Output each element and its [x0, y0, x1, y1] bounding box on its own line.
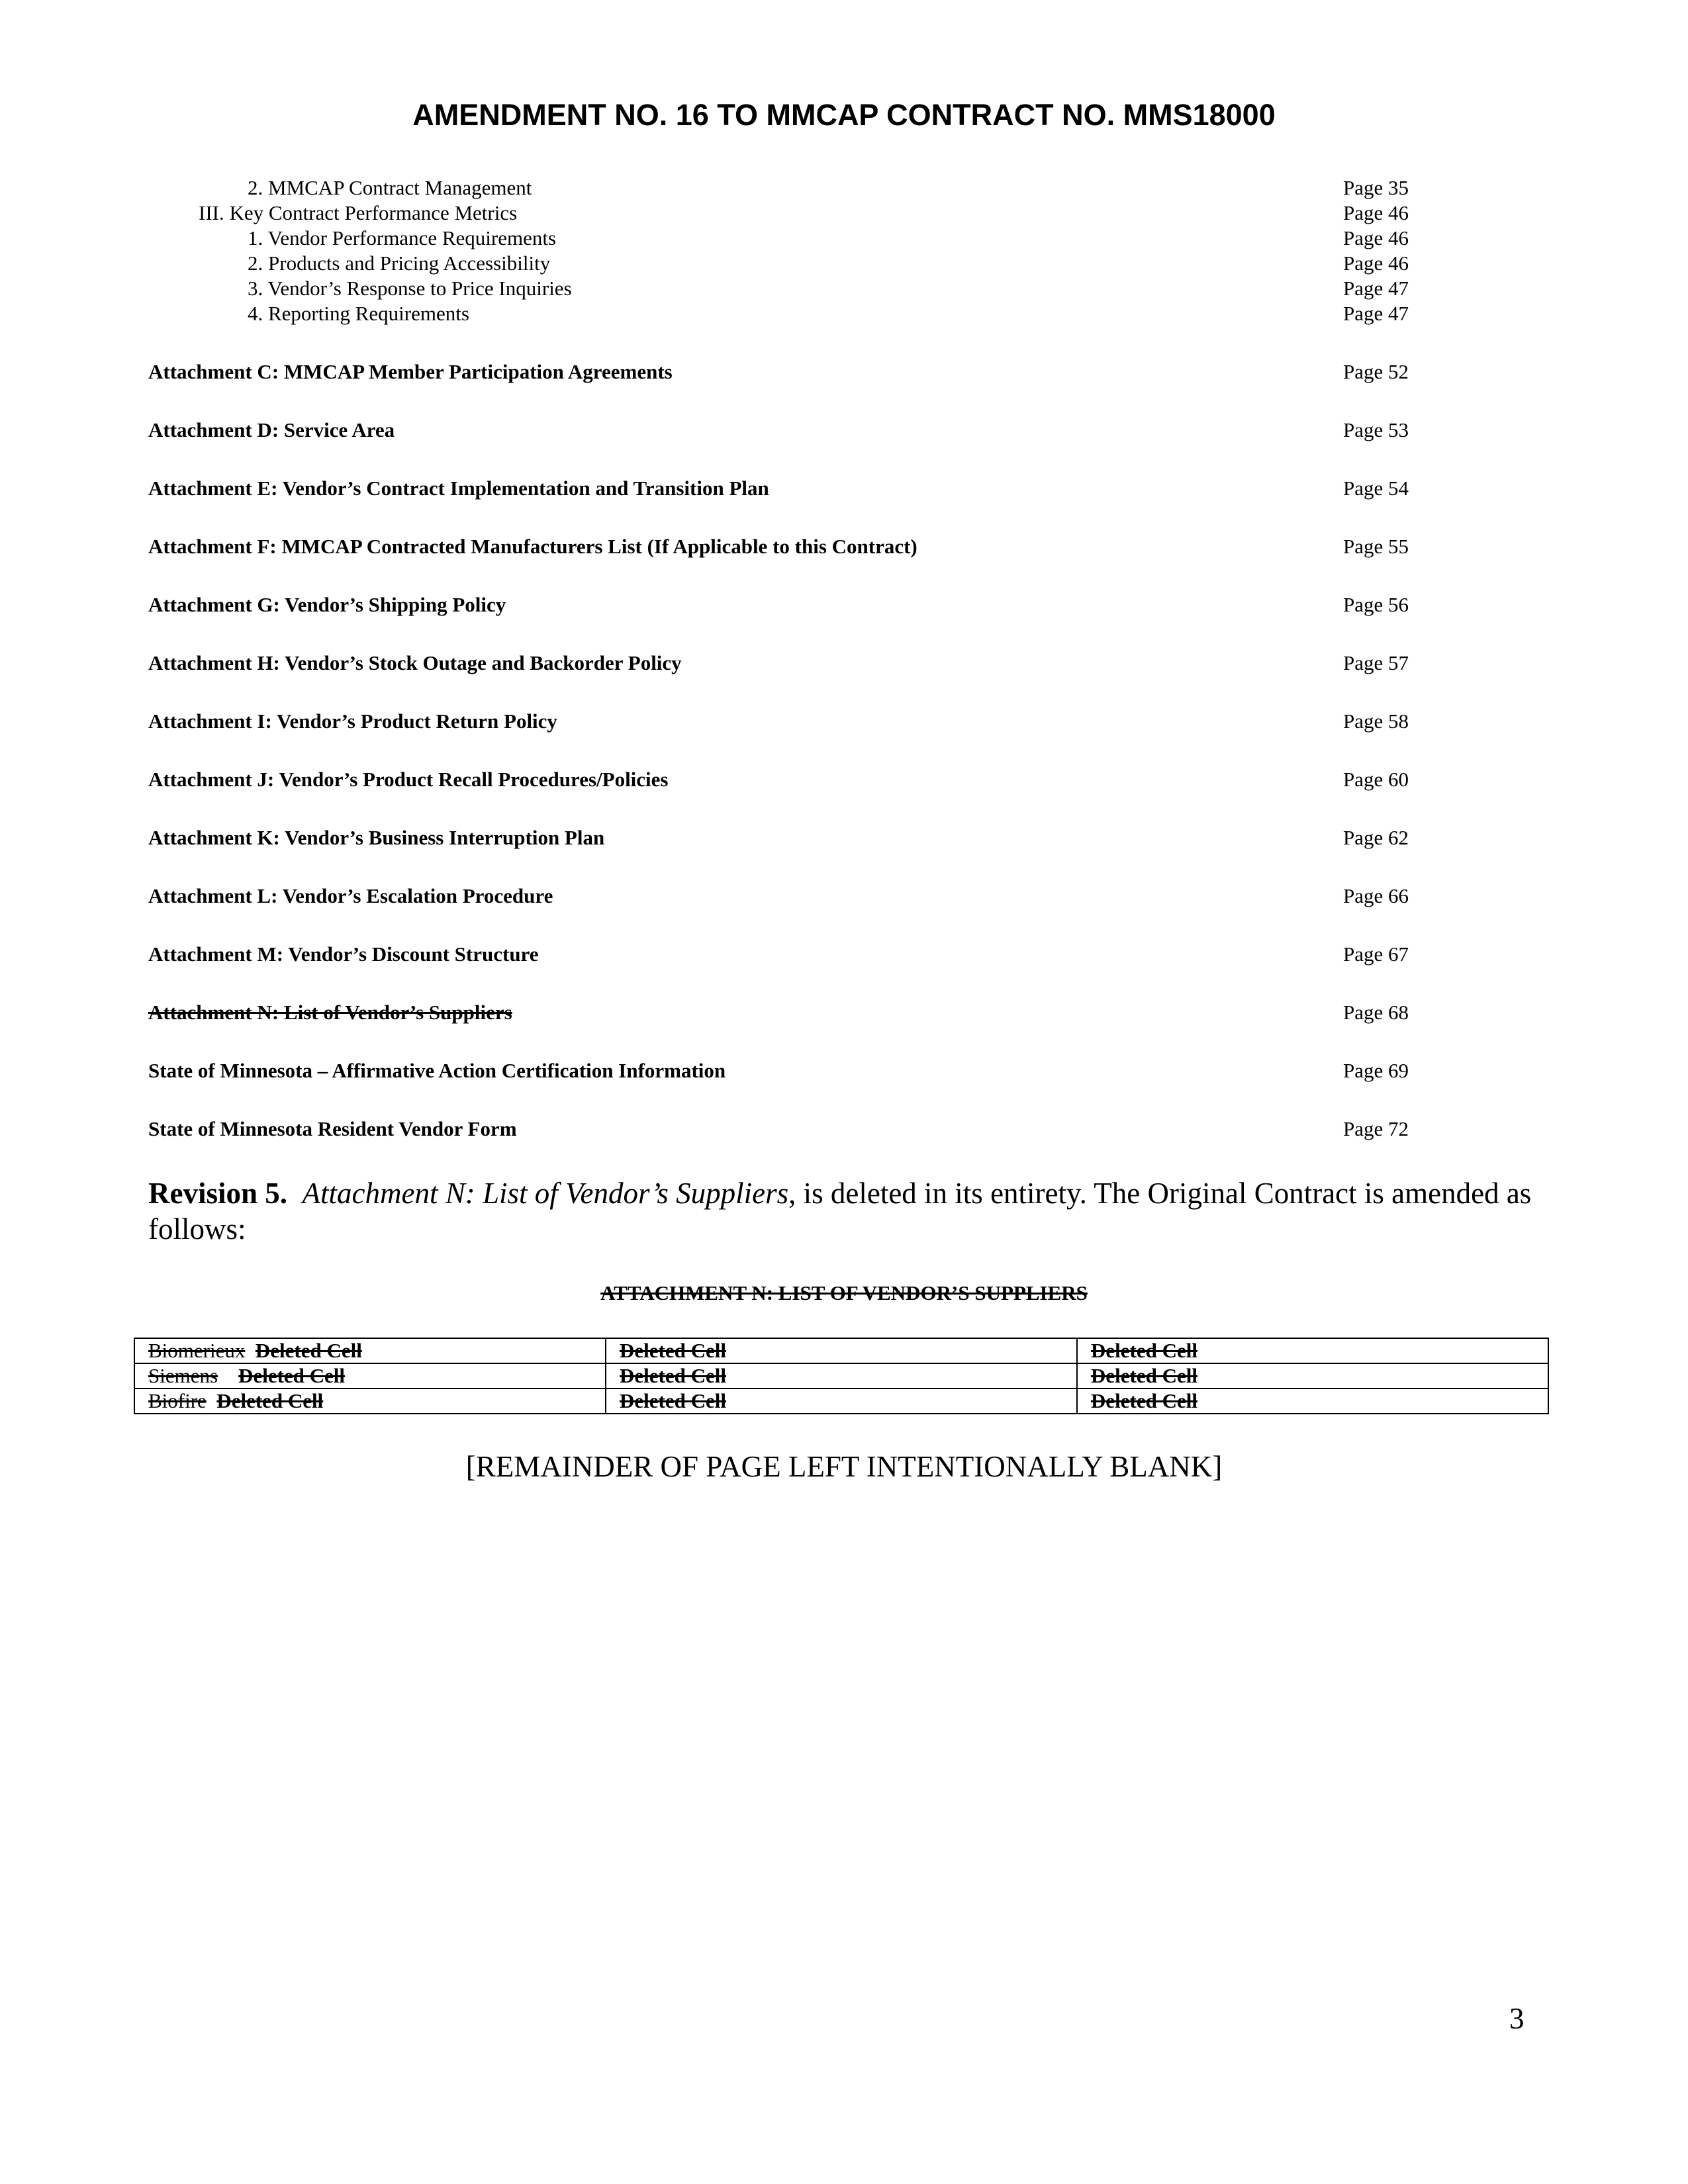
toc-entry-label: 4. Reporting Requirements — [248, 302, 469, 325]
toc-entry-label: III. Key Contract Performance Metrics — [199, 201, 518, 224]
toc-entry — [0, 250, 1688, 277]
table-row — [134, 1338, 1548, 1363]
toc-entry-page: Page 62 — [1343, 826, 1409, 849]
toc-entry-label: Attachment N: List of Vendor’s Suppliers — [148, 1001, 512, 1024]
toc-entry — [0, 200, 1688, 226]
table-cell — [606, 1388, 1077, 1414]
table-cell — [606, 1338, 1077, 1363]
deleted-cell-label: Deleted Cell — [1091, 1339, 1197, 1362]
table-cell — [1077, 1338, 1548, 1363]
toc-entry-label: Attachment C: MMCAP Member Participation Agreements — [148, 360, 673, 383]
toc-attachment-entry-deleted — [0, 999, 1688, 1026]
toc-entry — [0, 225, 1688, 251]
toc-entry-label: Attachment I: Vendor’s Product Return Policy — [148, 709, 557, 733]
toc-entry-page: Page 46 — [1343, 201, 1409, 224]
supplier-name-cell — [134, 1338, 606, 1363]
toc-attachment-entry — [0, 1116, 1688, 1142]
deleted-cell-label: Deleted Cell — [620, 1389, 726, 1412]
toc-entry-page: Page 60 — [1343, 768, 1409, 791]
toc-entry-label: Attachment D: Service Area — [148, 418, 395, 441]
toc-entry-label: Attachment K: Vendor’s Business Interruption Plan — [148, 826, 605, 849]
toc-entry — [0, 275, 1688, 302]
toc-attachment-entry — [0, 650, 1688, 676]
toc-entry-label: Attachment L: Vendor’s Escalation Procedure — [148, 884, 553, 907]
toc-entry-label: 2. MMCAP Contract Management — [248, 176, 532, 199]
supplier-name-cell — [134, 1388, 606, 1414]
toc-entry — [0, 300, 1688, 327]
deleted-cell-label: Deleted Cell — [620, 1364, 726, 1387]
deleted-cell-label: Deleted Cell — [1091, 1389, 1197, 1412]
toc-entry-page: Page 55 — [1343, 535, 1409, 558]
deleted-cell-label: Deleted Cell — [1091, 1364, 1197, 1387]
deleted-cell-label: Deleted Cell — [216, 1389, 324, 1412]
toc-entry-label: Attachment E: Vendor’s Contract Implementation and Transition Plan — [148, 477, 769, 500]
table-cell — [606, 1363, 1077, 1388]
toc-entry-page: Page 68 — [1343, 1001, 1409, 1024]
toc-entry-label: Attachment J: Vendor’s Product Recall Procedures/Policies — [148, 768, 669, 791]
toc-entry-page: Page 46 — [1343, 226, 1409, 250]
toc-entry-label: Attachment H: Vendor’s Stock Outage and Backorder Policy — [148, 651, 682, 674]
attachment-heading: ATTACHMENT N: LIST OF VENDOR’S SUPPLIERS — [600, 1281, 1088, 1304]
toc-entry-label: 1. Vendor Performance Requirements — [248, 226, 557, 250]
toc-entry-label: 2. Products and Pricing Accessibility — [248, 251, 551, 275]
suppliers-table — [134, 1338, 1549, 1414]
toc-entry-page: Page 54 — [1343, 477, 1409, 500]
revision-text: , is deleted in its entirety. The Original Contract is amended as follows: — [148, 1177, 1532, 1246]
toc-entry-page: Page 66 — [1343, 884, 1409, 907]
table-cell — [1077, 1388, 1548, 1414]
toc-entry-page: Page 67 — [1343, 942, 1409, 966]
table-row — [134, 1388, 1548, 1414]
deleted-cell-label: Deleted Cell — [255, 1339, 362, 1362]
table-row — [134, 1363, 1548, 1388]
supplier-name-cell — [134, 1363, 606, 1388]
toc-attachment-entry — [0, 417, 1688, 443]
page-title: AMENDMENT NO. 16 TO MMCAP CONTRACT NO. MMS18000 — [412, 98, 1276, 132]
toc-attachment-entry — [0, 941, 1688, 968]
toc-attachment-entry — [0, 825, 1688, 851]
revision-label: Revision 5. — [148, 1177, 288, 1210]
toc-entry-page: Page 56 — [1343, 593, 1409, 616]
revision-attachment-name: Attachment N: List of Vendor’s Suppliers — [302, 1177, 789, 1210]
toc-entry-label: State of Minnesota – Affirmative Action Certification Information — [148, 1059, 726, 1082]
toc-entry-page: Page 35 — [1343, 176, 1409, 199]
toc-entry-label: Attachment F: MMCAP Contracted Manufacturers List (If Applicable to this Contract) — [148, 535, 917, 558]
remainder-notice: [REMAINDER OF PAGE LEFT INTENTIONALLY BLANK] — [465, 1450, 1223, 1483]
toc-entry-page: Page 72 — [1343, 1117, 1409, 1140]
table-cell — [1077, 1363, 1548, 1388]
toc-entry-page: Page 47 — [1343, 277, 1409, 300]
toc-entry-page: Page 57 — [1343, 651, 1409, 674]
toc-attachment-entry — [0, 359, 1688, 385]
toc-entry-label: State of Minnesota Resident Vendor Form — [148, 1117, 517, 1140]
deleted-cell-label: Deleted Cell — [238, 1364, 346, 1387]
toc-attachment-entry — [0, 1058, 1688, 1084]
toc-entry-label: 3. Vendor’s Response to Price Inquiries — [248, 277, 572, 300]
toc-attachment-entry — [0, 883, 1688, 909]
toc-entry-page: Page 52 — [1343, 360, 1409, 383]
toc-entry-page: Page 46 — [1343, 251, 1409, 275]
toc-entry-label: Attachment M: Vendor’s Discount Structure — [148, 942, 539, 966]
toc-entry-label: Attachment G: Vendor’s Shipping Policy — [148, 593, 506, 616]
toc-attachment-entry — [0, 766, 1688, 793]
supplier-name: Biofire — [148, 1389, 207, 1412]
toc-entry — [0, 175, 1688, 201]
toc-entry-page: Page 47 — [1343, 302, 1409, 325]
page-number: 3 — [1509, 2002, 1524, 2035]
toc-entry-page: Page 69 — [1343, 1059, 1409, 1082]
supplier-name: Biomerieux — [148, 1339, 246, 1362]
toc-attachment-entry — [0, 708, 1688, 735]
revision-paragraph — [148, 1175, 1538, 1247]
toc-entry-page: Page 58 — [1343, 709, 1409, 733]
toc-attachment-entry — [0, 592, 1688, 618]
toc-entry-page: Page 53 — [1343, 418, 1409, 441]
toc-attachment-entry — [0, 475, 1688, 502]
toc-attachment-entry — [0, 533, 1688, 560]
deleted-cell-label: Deleted Cell — [620, 1339, 726, 1362]
supplier-name: Siemens — [148, 1364, 218, 1387]
